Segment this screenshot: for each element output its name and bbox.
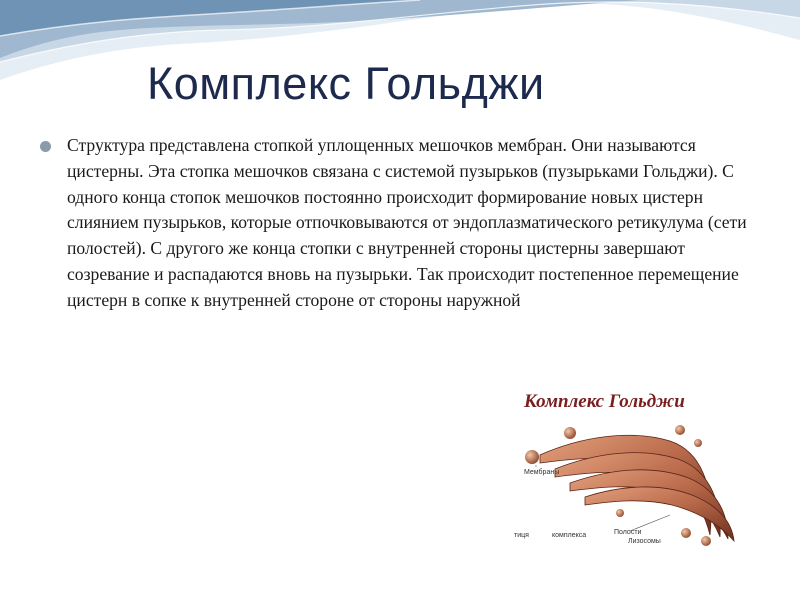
figure-title: Комплекс Гольджи: [524, 391, 685, 412]
bullet-dot: [40, 141, 51, 152]
label-lysosomes: Лизосомы: [628, 538, 661, 545]
slide-title: Комплекс Гольджи: [147, 58, 545, 109]
vesicle: [616, 509, 624, 517]
label-bottom-left: тиця: [514, 532, 529, 539]
vesicle: [564, 427, 576, 439]
label-bottom-mid: комплекса: [552, 532, 587, 539]
vesicle: [701, 536, 711, 546]
golgi-illustration: [510, 385, 760, 555]
label-membranes: Мембраны: [524, 469, 560, 476]
vesicle: [675, 425, 685, 435]
slide-body-text: Структура представлена стопкой уплощенных мешочков мембран. Они называются цистерны. Эта стопка мешочков связана с системой пузырьков (пузырьками Гольджи). С одного конца стопок мешочков постоянно происходит формирование новых цистерн слиянием пузырьков, которые отпочковываются от эндоплазматического ретикулума (сети полостей). С другого же конца стопки с внутренней стороны цистерны завершают созревание и распадаются вновь на пузырьки. Так происходит постепенное перемещение цистерн в сопке к внутренней стороне от стороны наружной: [67, 135, 747, 310]
vesicle: [681, 528, 691, 538]
vesicle: [694, 439, 702, 447]
label-cavities: Полости: [614, 529, 642, 536]
vesicle: [525, 450, 539, 464]
